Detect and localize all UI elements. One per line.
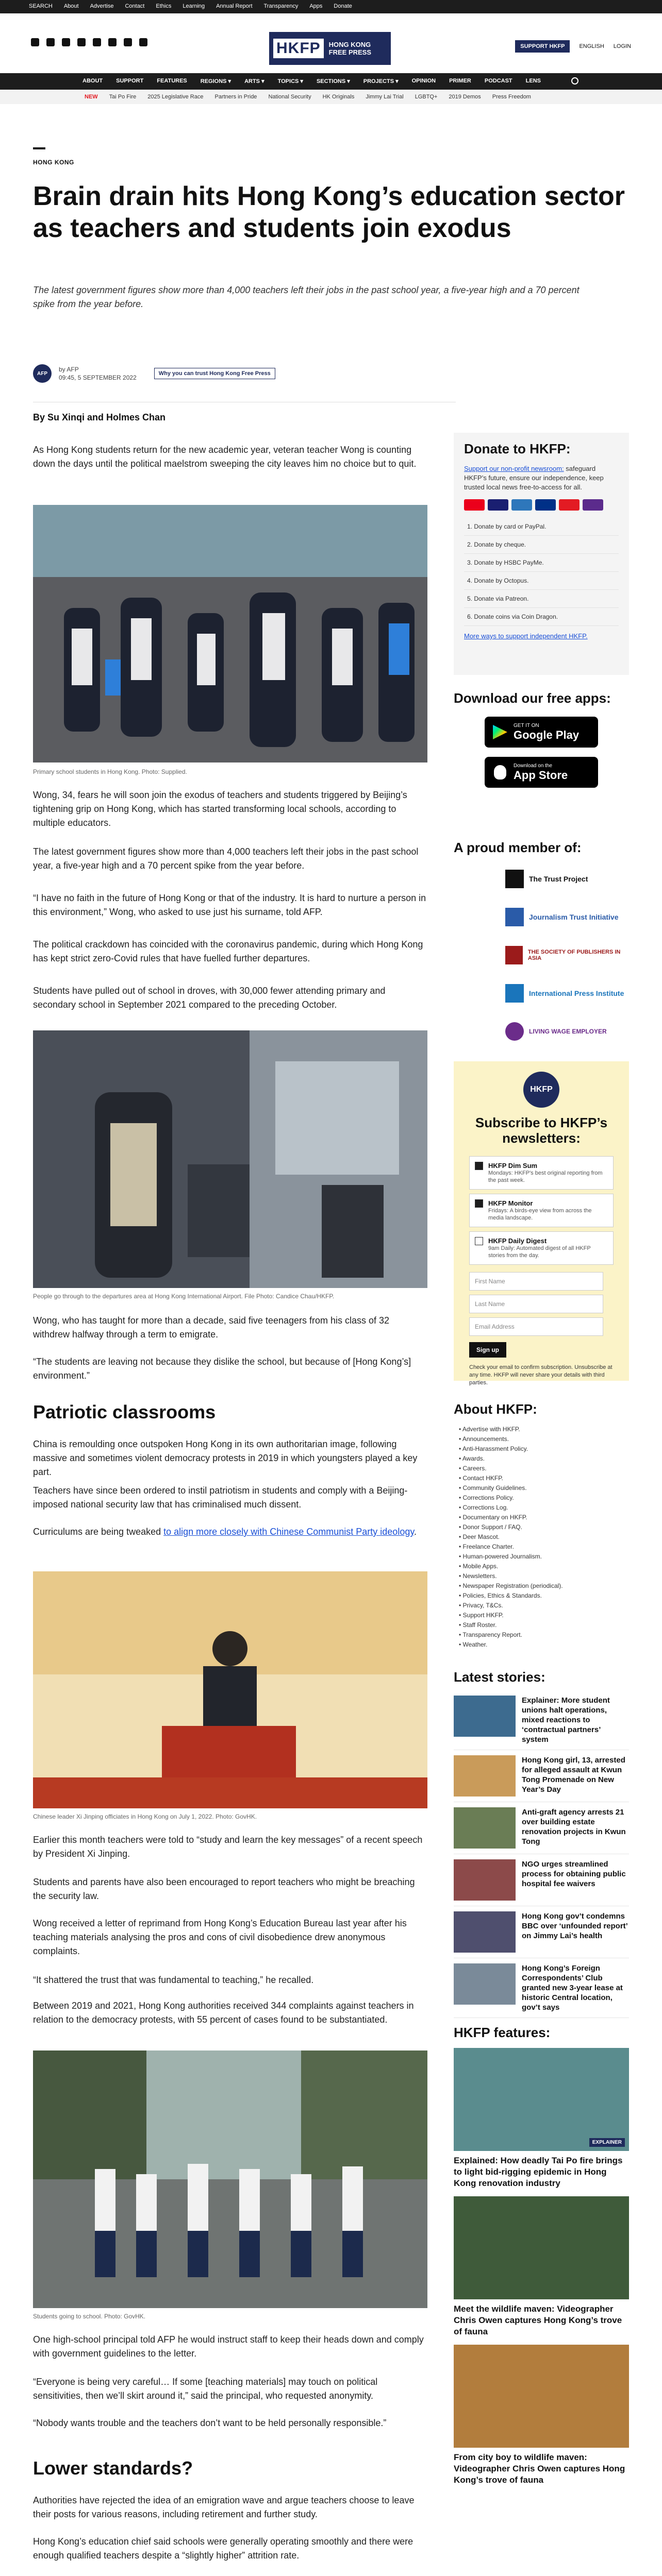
payment-icons [464, 499, 619, 511]
photo-caption: People go through to the departures area at Hong Kong International Airport. File Photo: Candice Chau/HKFP. [33, 1293, 335, 1300]
about-link[interactable]: • Corrections Policy. [459, 1494, 514, 1501]
about-link[interactable]: • Staff Roster. [459, 1621, 497, 1629]
about-section [454, 1401, 629, 1650]
article-paragraph: The political crackdown has coincided with the coronavirus pandemic, during which Hong Kong has kept strict zero-Covid rules that have fuelled further departures. [33, 939, 423, 963]
about-link[interactable]: • Awards. [459, 1455, 485, 1462]
article-paragraph: “Nobody wants trouble and the teachers don’t want to be held personally responsible.” [33, 2418, 387, 2428]
donate-support-link[interactable]: Support our non-profit newsroom: [464, 465, 564, 472]
member-name: LIVING WAGE EMPLOYER [529, 1028, 607, 1035]
article-paragraph [33, 1525, 427, 1539]
nav-item-sections[interactable]: SECTIONS ▾ [316, 78, 350, 84]
ipi-logo[interactable] [505, 980, 629, 1006]
amex-icon [511, 499, 532, 511]
sopa-icon [505, 946, 523, 964]
twitter-icon[interactable] [31, 38, 39, 46]
article-paragraph: Students have pulled out of school in droves, with 30,000 fewer attending primary and secondary school in September 2021 compared to the preceding October. [33, 986, 386, 1010]
about-title: About HKFP: [454, 1401, 537, 1417]
utility-contact-link[interactable]: Contact [125, 3, 145, 9]
features-list [454, 2048, 629, 2493]
sign-up-button[interactable]: Sign up [469, 1342, 506, 1358]
main-nav [0, 73, 662, 90]
newsletter-desc: Mondays: HKFP's best original reporting from the past week. [488, 1170, 603, 1183]
photo-caption: Chinese leader Xi Jinping officiates in Hong Kong on July 1, 2022. Photo: GovHK. [33, 1813, 257, 1820]
article-paragraph: Teachers have since been ordered to instil patriotism in students and comply with a Beijing-imposed national security law that has criminalised much dissent. [33, 1485, 408, 1510]
apple-icon [494, 765, 506, 779]
byline-text [59, 365, 137, 382]
article-paragraph: As Hong Kong students return for the new academic year, veteran teacher Wong is counting down the days until the political maelstrom sweeping the city leaves him no choice but to quit. [33, 445, 417, 469]
byline-by: by [59, 366, 65, 373]
donate-title: Donate to HKFP: [464, 441, 571, 456]
explainer-badge: EXPLAINER [589, 2138, 625, 2147]
story-thumbnail[interactable] [454, 1807, 516, 1849]
about-list [454, 1425, 629, 1650]
donate-option[interactable]: 6. Donate coins via Coin Dragon. [464, 608, 619, 626]
logo-mark: HKFP [273, 39, 324, 58]
article-paragraph: Wong received a letter of reprimand from Hong Kong’s Education Bureau last year after his teaching materials analysing the pros and cons of civil disobedience drew anonymous complaints. [33, 1918, 407, 1956]
about-link[interactable]: • Careers. [459, 1465, 487, 1472]
story-thumbnail[interactable] [454, 1911, 516, 1953]
nav-item-arts[interactable]: ARTS ▾ [244, 78, 264, 84]
paragraph-text: . [414, 1527, 417, 1537]
article-paragraph: Between 2019 and 2021, Hong Kong authorities received 344 complaints against teachers in relation to the democracy protests, with 55 percent of cases found to be substantiated. [33, 2001, 414, 2025]
donate-description: safeguard HKFP’s future, ensure our independence, keep trusted local news free-to-access for all. [464, 465, 604, 491]
story-thumbnail[interactable] [454, 1696, 516, 1737]
donate-options [464, 518, 619, 626]
app-store-big: App Store [514, 768, 568, 782]
byline-author[interactable]: AFP [67, 366, 79, 373]
donate-option[interactable]: 2. Donate by cheque. [464, 536, 619, 554]
ticker-link[interactable]: 2019 Demos [449, 94, 481, 100]
about-link[interactable]: • Donor Support / FAQ. [459, 1523, 522, 1531]
author-avatar[interactable]: AFP [33, 364, 52, 383]
ticker-link[interactable]: National Security [268, 94, 311, 100]
xi-photo [33, 1571, 427, 1808]
top-utility-bar [0, 0, 662, 13]
donate-option[interactable]: 1. Donate by card or PayPal. [464, 518, 619, 536]
payme-icon [559, 499, 580, 511]
students-photo [33, 505, 427, 762]
email-field[interactable]: Email Address [469, 1317, 603, 1336]
about-link[interactable]: • Corrections Log. [459, 1504, 508, 1511]
more-ways-link[interactable]: More ways to support independent HKFP. [464, 632, 588, 640]
story-title[interactable]: Hong Kong gov’t condemns BBC over ‘unfounded report’ on Jimmy Lai’s health [522, 1912, 628, 1940]
utility-annual-report-link[interactable]: Annual Report [216, 3, 253, 9]
trust-project-logo[interactable] [505, 866, 629, 892]
logo-line-1: HONG KONG [328, 41, 371, 48]
newsletter-title: Subscribe to HKFP’s newsletters: [475, 1115, 608, 1146]
about-link[interactable]: • Transparency Report. [459, 1631, 522, 1638]
about-link[interactable]: • Policies, Ethics & Standards. [459, 1592, 542, 1599]
nav-item-podcast[interactable]: PODCAST [484, 78, 512, 84]
member-name: International Press Institute [529, 989, 624, 997]
about-link[interactable]: • Community Guidelines. [459, 1484, 527, 1492]
utility-advertise-link[interactable]: Advertise [90, 3, 114, 9]
about-link[interactable]: • Documentary on HKFP. [459, 1514, 527, 1521]
article-category[interactable]: HONG KONG [33, 159, 74, 166]
article-subhead: The latest government figures show more than 4,000 teachers left their jobs in the past school year, a five-year high and a 70 percent spike from the year before. [33, 285, 580, 309]
newsletter-option-dim-sum[interactable] [469, 1156, 614, 1190]
utility-links [29, 3, 352, 9]
about-link[interactable]: • Freelance Charter. [459, 1543, 514, 1550]
threads-icon[interactable] [77, 38, 86, 46]
story-title[interactable]: Anti-graft agency arrests 21 over building estate renovation projects in Kwun Tong [522, 1808, 626, 1846]
story-title[interactable]: Hong Kong’s Foreign Correspondents’ Club granted new 3-year lease at historic Central location, gov’t says [522, 1964, 623, 2012]
nav-items [82, 78, 541, 84]
google-play-button[interactable] [485, 717, 598, 748]
apps-section [454, 690, 629, 788]
story-title[interactable]: Hong Kong girl, 13, arrested for alleged assault at Kwun Tong Promenade on New Year’s Day [522, 1756, 625, 1794]
member-title: A proud member of: [454, 840, 582, 855]
story-thumbnail[interactable] [454, 1963, 516, 2005]
logo-line-2: FREE PRESS [328, 48, 372, 56]
trending-ticker [0, 90, 662, 104]
nav-item-lens[interactable]: LENS [525, 78, 541, 84]
feature-thumbnail[interactable] [454, 2196, 629, 2299]
features-title: HKFP features: [454, 2025, 551, 2040]
ticker-items [85, 94, 531, 100]
nav-item-projects[interactable]: PROJECTS ▾ [363, 78, 399, 84]
school-photo-illustration [33, 2050, 427, 2308]
article-paragraph: China is remoulding once outspoken Hong Kong in its own authoritarian image, following massive and sometimes violent democracy protests in 2019 in which youngsters played a key part. [33, 1439, 418, 1477]
ticker-link[interactable]: 2025 Legislative Race [147, 94, 204, 100]
telegram-icon[interactable] [139, 38, 147, 46]
latest-story[interactable] [454, 1854, 629, 1906]
latest-story[interactable] [454, 1690, 629, 1750]
article-paragraph: “It shattered the trust that was fundamental to teaching,” he recalled. [33, 1975, 314, 1985]
social-icons [31, 38, 147, 46]
section-heading: Patriotic classrooms [33, 1401, 216, 1422]
ticker-link[interactable]: Tai Po Fire [109, 94, 137, 100]
school-photo [33, 2050, 427, 2308]
newsletter-box [454, 1061, 629, 1386]
newsletter-name: HKFP Monitor [488, 1199, 533, 1207]
article-paragraph: “Everyone is being very careful… If some [teaching materials] may touch on political sensitivities, then we’ll skirt around it,” said the principal, who requested anonymity. [33, 2377, 378, 2401]
google-play-small: GET IT ON [514, 722, 539, 728]
article-paragraph: Students and parents have also been encouraged to report teachers who might be breaching the security law. [33, 1877, 415, 1901]
utility-apps-link[interactable]: Apps [309, 3, 323, 9]
utility-donate-link[interactable]: Donate [334, 3, 352, 9]
category-rule [33, 147, 45, 149]
ideology-link[interactable]: to align more closely with Chinese Communist Party ideology [163, 1527, 415, 1537]
article-paragraph: Wong, who has taught for more than a decade, said five teenagers from his class of 32 withdrew halfway through a term to emigrate. [33, 1315, 390, 1340]
article-authors: By Su Xinqi and Holmes Chan [33, 412, 166, 422]
airport-photo [33, 1030, 427, 1288]
nav-item-support[interactable]: SUPPORT [116, 78, 144, 84]
donate-text [464, 464, 619, 492]
first-name-field[interactable]: First Name [469, 1272, 603, 1291]
section-heading: Lower standards? [33, 2458, 193, 2479]
login-link[interactable]: LOGIN [613, 43, 631, 49]
nav-item-primer[interactable]: PRIMER [449, 78, 471, 84]
about-link[interactable]: • Announcements. [459, 1435, 509, 1443]
photo-caption: Primary school students in Hong Kong. Photo: Supplied. [33, 768, 187, 775]
about-link[interactable]: • Newspaper Registration (periodical). [459, 1582, 563, 1589]
article-paragraph: Hong Kong’s education chief said schools were generally operating smoothly and there were enough qualified teachers despite a “slightly higher” attrition rate. [33, 2536, 413, 2561]
support-hkfp-button[interactable]: SUPPORT HKFP [515, 40, 570, 53]
member-logos [505, 866, 629, 1044]
about-link[interactable]: • Advertise with HKFP. [459, 1426, 520, 1433]
utility-transparency-link[interactable]: Transparency [263, 3, 299, 9]
article-paragraph: Authorities have rejected the idea of an emigration wave and argue teachers choose to leave their posts for various reasons, including retirement and further study. [33, 2495, 415, 2519]
feature-thumbnail[interactable] [454, 2345, 629, 2448]
member-section [454, 840, 629, 1044]
about-link[interactable]: • Privacy, T&Cs. [459, 1602, 503, 1609]
ticker-new-badge: NEW [85, 94, 98, 100]
living-wage-logo[interactable] [505, 1019, 629, 1044]
feature-title[interactable]: Meet the wildlife maven: Videographer Chris Owen captures Hong Kong’s trove of fauna [454, 2304, 622, 2336]
feature-thumbnail[interactable] [454, 2048, 629, 2151]
feature-title[interactable]: Explained: How deadly Tai Po fire brings to light bid-rigging epidemic in Hong Kong renovation industry [454, 2156, 623, 2188]
newsletter-name: HKFP Dim Sum [488, 1162, 538, 1170]
sopa-logo[interactable] [505, 942, 629, 968]
octopus-icon [583, 499, 603, 511]
trust-project-icon [505, 870, 524, 888]
article-paragraph: Wong, 34, fears he will soon join the exodus of teachers and students triggered by Beijing’s tightening grip on Hong Kong, which has started transforming local schools, according to multiple educators. [33, 790, 407, 828]
ticker-link[interactable]: Partners in Pride [214, 94, 257, 100]
language-toggle[interactable]: ENGLISH [579, 43, 604, 49]
nav-item-features[interactable]: FEATURES [157, 78, 187, 84]
google-play-icon [493, 725, 507, 739]
latest-story[interactable] [454, 1802, 629, 1854]
app-store-button[interactable] [485, 757, 598, 788]
feature-story[interactable] [454, 2196, 629, 2345]
site-logo[interactable] [269, 32, 391, 65]
feature-story[interactable] [454, 2048, 629, 2196]
about-link[interactable]: • Contact HKFP. [459, 1475, 504, 1482]
newsletter-name: HKFP Daily Digest [488, 1237, 547, 1245]
about-link[interactable]: • Support HKFP. [459, 1612, 504, 1619]
last-name-field[interactable]: Last Name [469, 1295, 603, 1313]
app-store-small: Download on the [514, 762, 553, 769]
article-paragraph: One high-school principal told AFP he would instruct staff to keep their heads down and comply with government guidelines to the letter. [33, 2334, 424, 2359]
header-actions [515, 40, 631, 53]
article-paragraph: The latest government figures show more than 4,000 teachers left their jobs in the past school year, a five-year high and a 70 percent spike from the year before. [33, 846, 419, 871]
about-link[interactable]: • Human-powered Journalism. [459, 1553, 542, 1560]
latest-title: Latest stories: [454, 1669, 545, 1685]
logo-wordmark [329, 41, 371, 56]
bluesky-icon[interactable] [93, 38, 101, 46]
facebook-icon[interactable] [46, 38, 55, 46]
latest-story[interactable] [454, 1958, 629, 2018]
feature-title[interactable]: From city boy to wildlife maven: Videographer Chris Owen captures Hong Kong’s trove of fauna [454, 2452, 625, 2485]
checkbox-checked-icon[interactable] [475, 1162, 483, 1170]
utility-ethics-link[interactable]: Ethics [156, 3, 172, 9]
about-link[interactable]: • Weather. [459, 1641, 488, 1648]
hkfp-badge: HKFP [523, 1072, 559, 1108]
article-headline: Brain drain hits Hong Kong’s education sector as teachers and students join exodus [33, 181, 625, 243]
mastercard-icon [464, 499, 485, 511]
byline [33, 361, 275, 386]
newsletter-desc: 9am Daily: Automated digest of all HKFP stories from the day. [488, 1245, 591, 1259]
mastodon-icon[interactable] [124, 38, 132, 46]
about-link[interactable]: • Mobile Apps. [459, 1563, 499, 1570]
airport-photo-illustration [33, 1030, 427, 1288]
article-paragraph: “The students are leaving not because they dislike the school, but because of [Hong Kong’s] environment.” [33, 1357, 411, 1381]
article-paragraph: “I have no faith in the future of Hong Kong or that of the industry. It is hard to nurture a person in this environment,” Wong, who asked to use just his surname, told AFP. [33, 893, 426, 917]
utility-learning-link[interactable]: Learning [183, 3, 205, 9]
apps-title: Download our free apps: [454, 690, 611, 706]
jti-icon [505, 908, 524, 926]
youtube-icon[interactable] [108, 38, 117, 46]
nav-item-about[interactable]: ABOUT [82, 78, 103, 84]
features-section [454, 2025, 629, 2493]
checkbox-checked-icon[interactable] [475, 1199, 483, 1208]
instagram-icon[interactable] [62, 38, 70, 46]
utility-about-link[interactable]: About [63, 3, 79, 9]
story-title[interactable]: NGO urges streamlined process for obtaining public hospital fee waivers [522, 1860, 626, 1888]
site-header [0, 13, 662, 73]
donate-option[interactable]: 5. Donate via Patreon. [464, 590, 619, 608]
newsletter-desc: Fridays: A birds-eye view from across the media landscape. [488, 1208, 592, 1221]
utility-search-link[interactable]: SEARCH [29, 3, 53, 9]
ticker-link[interactable]: Jimmy Lai Trial [366, 94, 404, 100]
ticker-link[interactable]: HK Originals [322, 94, 355, 100]
story-thumbnail[interactable] [454, 1859, 516, 1901]
latest-stories [454, 1669, 629, 2018]
ticker-link[interactable]: LGBTQ+ [415, 94, 438, 100]
member-name: The Trust Project [529, 875, 588, 883]
nav-item-regions[interactable]: REGIONS ▾ [200, 78, 231, 84]
ticker-link[interactable]: Press Freedom [492, 94, 531, 100]
newsletter-option-monitor[interactable] [469, 1194, 614, 1227]
google-play-big: Google Play [514, 728, 580, 741]
donate-option[interactable]: 3. Donate by HSBC PayMe. [464, 554, 619, 572]
visa-icon [488, 499, 508, 511]
photo-caption: Students going to school. Photo: GovHK. [33, 2313, 146, 2320]
newsletter-option-daily[interactable] [469, 1231, 614, 1265]
about-link[interactable]: • Deer Mascot. [459, 1533, 500, 1540]
checkbox-unchecked-icon[interactable] [475, 1237, 483, 1245]
article-paragraph: Earlier this month teachers were told to “study and learn the key messages” of a recent speech by President Xi Jinping. [33, 1835, 423, 1859]
students-photo-illustration [33, 505, 427, 762]
member-name: THE SOCIETY OF PUBLISHERS IN ASIA [527, 949, 621, 961]
search-icon[interactable] [571, 77, 578, 84]
member-name: Journalism Trust Initiative [529, 913, 619, 921]
donate-option[interactable]: 4. Donate by Octopus. [464, 572, 619, 590]
story-title[interactable]: Explainer: More student unions halt operations, mixed reactions to ‘contractual partners’ system [522, 1696, 610, 1744]
xi-photo-illustration [33, 1571, 427, 1808]
ipi-icon [505, 984, 524, 1003]
latest-story[interactable] [454, 1906, 629, 1958]
donate-box [454, 433, 629, 675]
nav-item-topics[interactable]: TOPICS ▾ [277, 78, 303, 84]
latest-story[interactable] [454, 1750, 629, 1802]
why-trust-link[interactable]: Why you can trust Hong Kong Free Press [154, 368, 275, 379]
newsletter-note: Check your email to confirm subscription. Unsubscribe at any time. HKFP will never share your details with third parties. [469, 1364, 613, 1386]
about-link[interactable]: • Newsletters. [459, 1572, 497, 1580]
paypal-icon [535, 499, 556, 511]
living-wage-icon [505, 1022, 524, 1041]
nav-item-opinion[interactable]: OPINION [411, 78, 436, 84]
latest-list [454, 1690, 629, 2018]
jti-logo[interactable] [505, 904, 629, 930]
about-link[interactable]: • Anti-Harassment Policy. [459, 1445, 528, 1452]
byline-date: 09:45, 5 SEPTEMBER 2022 [59, 374, 137, 381]
paragraph-text: Curriculums are being tweaked [33, 1527, 164, 1537]
feature-story[interactable] [454, 2345, 629, 2493]
story-thumbnail[interactable] [454, 1755, 516, 1797]
